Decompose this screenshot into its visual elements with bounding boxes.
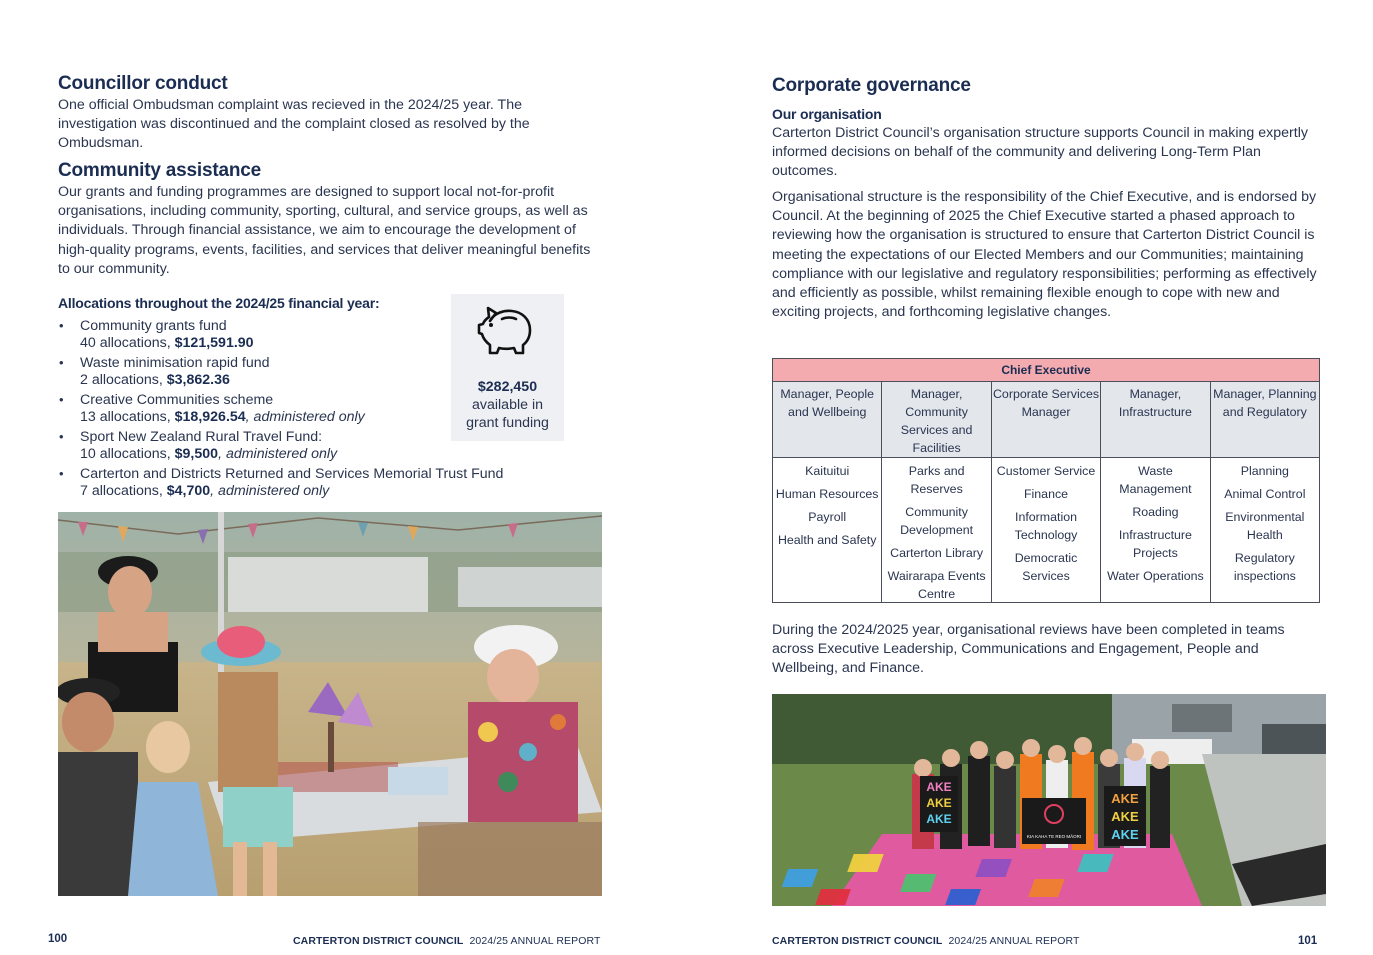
organisational-reviews-text: During the 2024/2025 year, organisational reviews have been completed in teams across Executive Leadership, Communications and Engagement, People and Wellbeing, and Finance. xyxy=(772,622,1285,677)
page-number: 100 xyxy=(48,933,68,945)
org-team: Payroll xyxy=(808,510,847,524)
org-chart-teams-row xyxy=(773,458,1319,602)
community-assistance-body: Our grants and funding programmes are designed to support local not-for-profit organisations, including community, sporting, cultural, and service groups, as well as individuals. Through financial assistance, we aim to encourage the development of high-quality programs, events, facilities, and services that deliver meaningful benefits to our community. xyxy=(58,184,591,277)
org-team: Health and Safety xyxy=(777,533,877,547)
org-teams-cell xyxy=(882,458,991,602)
sign-text: AKE xyxy=(1111,791,1139,806)
org-team: Information Technology xyxy=(1014,510,1078,542)
org-team: Planning xyxy=(1240,464,1289,478)
grant-amount: $282,450 xyxy=(477,379,538,395)
org-manager-cell: Manager, People and Wellbeing xyxy=(773,382,882,458)
page-number: 101 xyxy=(1298,935,1318,947)
right-page xyxy=(686,0,1373,955)
sign-text: AKE xyxy=(1111,827,1139,842)
org-teams-cell xyxy=(773,458,882,602)
org-team: Wairarapa Events Centre xyxy=(887,569,986,601)
sign-text: AKE xyxy=(926,780,952,794)
sign-text: AKE xyxy=(926,812,952,826)
corporate-governance-title: Corporate governance xyxy=(772,75,971,96)
our-organisation-subtitle: Our organisation xyxy=(772,106,882,122)
page-footer: CARTERTON DISTRICT COUNCIL 2024/25 ANNUAL REPORT xyxy=(772,935,1080,947)
org-manager-cell: Manager, Infrastructure xyxy=(1101,382,1210,458)
piggy-bank-icon xyxy=(476,299,538,361)
councillor-conduct-title: Councillor conduct xyxy=(58,73,228,94)
org-team: Parks and Reserves xyxy=(908,464,965,496)
list-item: • Community grants fund 40 allocations, $121,591.90 xyxy=(58,318,578,352)
org-team: Environmental Health xyxy=(1225,510,1305,542)
sign-text: AKE xyxy=(1111,809,1139,824)
list-item: • Sport New Zealand Rural Travel Fund: 10 allocations, $9,500, administered only xyxy=(58,429,578,463)
org-teams-cell xyxy=(1211,458,1319,602)
allocations-heading: Allocations throughout the 2024/25 financial year: xyxy=(58,295,380,311)
org-team: Roading xyxy=(1132,505,1179,519)
org-chart-managers-row xyxy=(773,382,1319,458)
staff-group-photo xyxy=(772,694,1326,906)
org-team: Regulatory inspections xyxy=(1233,551,1296,583)
grant-text-line1: available in xyxy=(472,397,543,413)
councillor-conduct-body: One official Ombudsman complaint was recieved in the 2024/25 year. The investigation was discontinued and the complaint closed as resolved by the Ombudsman. xyxy=(58,97,530,152)
org-team: Carterton Library xyxy=(890,546,984,560)
community-assistance-title: Community assistance xyxy=(58,160,261,181)
grant-funding-box xyxy=(451,294,564,441)
org-manager-cell: Manager, Community Services and Facilities xyxy=(882,382,991,458)
org-team: Finance xyxy=(1023,487,1069,501)
org-team: Infrastructure Projects xyxy=(1118,528,1192,560)
org-manager-cell: Corporate Services Manager xyxy=(992,382,1101,458)
community-event-photo xyxy=(58,512,602,896)
list-item: • Creative Communities scheme 13 allocations, $18,926.54, administered only xyxy=(58,392,578,426)
org-team: Human Resources xyxy=(775,487,879,501)
sign-text: AKE xyxy=(926,796,952,810)
page-footer: CARTERTON DISTRICT COUNCIL 2024/25 ANNUAL REPORT xyxy=(293,935,601,947)
org-team: Kaituitui xyxy=(805,464,850,478)
grant-text-line2: grant funding xyxy=(466,415,549,431)
org-teams-cell xyxy=(992,458,1101,602)
left-page xyxy=(0,0,686,955)
org-team: Animal Control xyxy=(1224,487,1306,501)
organisation-body-2: Organisational structure is the responsibility of the Chief Executive, and is endorsed by Council. At the beginning of 2025 the Chief Executive started a phased approach to reviewing how the organisation is structured to ensure that Carterton District Council is meeting the expectations of our Elected Members and our Communities; maintaining compliance with our legislative and regulatory responsibilities; performing as effectively and efficiently as possible, whilst remaining flexible enough to cope with new and exciting projects, and forthcoming legislative changes. xyxy=(772,189,1317,321)
org-manager-cell: Manager, Planning and Regulatory xyxy=(1211,382,1319,458)
org-chart xyxy=(772,358,1320,603)
org-team: Water Operations xyxy=(1107,569,1204,583)
organisation-body-1: Carterton District Council’s organisation structure supports Council in making expertly informed decisions on behalf of the community and delivering Long-Term Plan outcomes. xyxy=(772,125,1308,180)
org-chart-chief-executive: Chief Executive xyxy=(773,359,1319,382)
list-item: • Carterton and Districts Returned and Services Memorial Trust Fund 7 allocations, $4,700, administered only xyxy=(58,466,578,500)
org-team: Community Development xyxy=(900,505,974,537)
org-team: Waste Management xyxy=(1119,464,1192,496)
list-item: • Waste minimisation rapid fund 2 allocations, $3,862.36 xyxy=(58,355,578,389)
org-team: Customer Service xyxy=(996,464,1096,478)
sign-text: KIA KAHA TE REO MĀORI xyxy=(1026,834,1082,839)
org-teams-cell xyxy=(1101,458,1210,602)
org-team: Democratic Services xyxy=(1014,551,1078,583)
